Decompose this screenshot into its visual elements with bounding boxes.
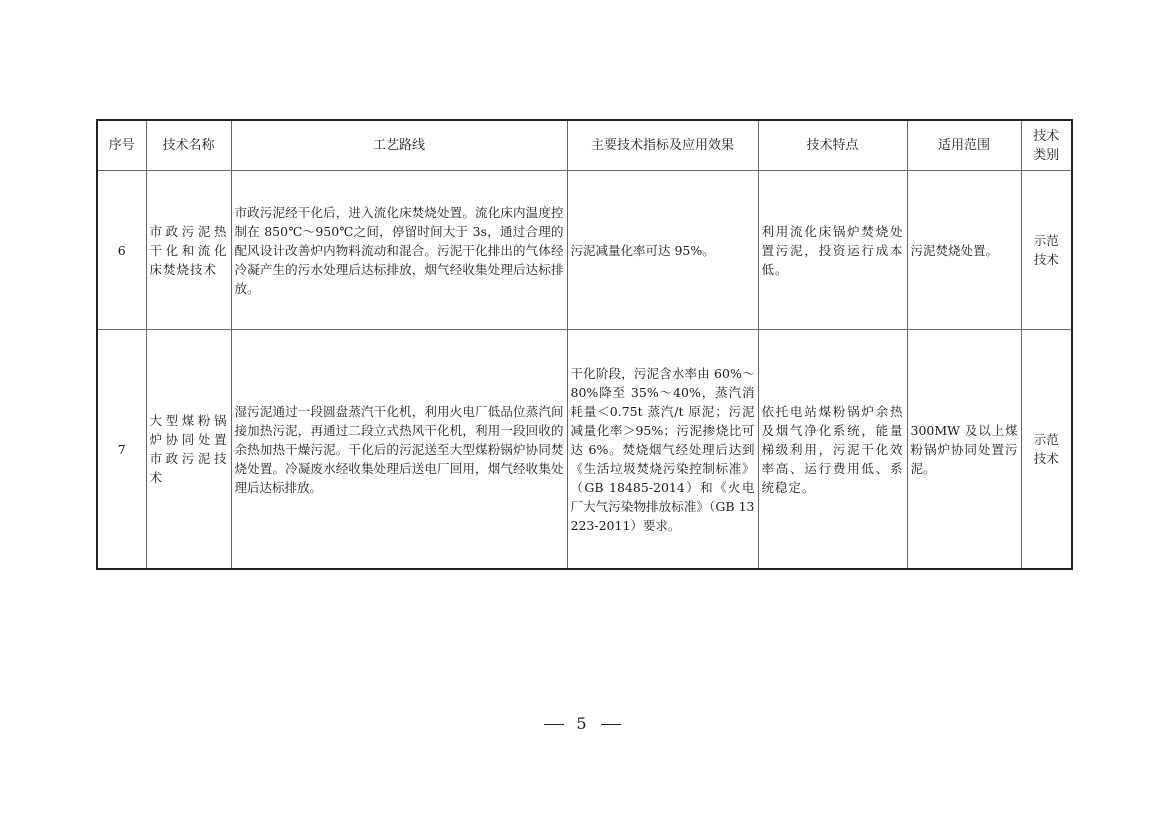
page-number: 5 <box>576 714 589 733</box>
row-category: 示范技术 <box>1021 171 1072 330</box>
row-index: 7 <box>97 330 146 570</box>
row-index: 6 <box>97 171 146 330</box>
row-scope: 300MW 及以上煤粉锅炉协同处置污泥。 <box>907 330 1021 570</box>
row-tech-name: 市政污泥热干化和流化床焚烧技术 <box>146 171 231 330</box>
table-row <box>97 330 1072 570</box>
row-tech-name: 大型煤粉锅炉协同处置市政污泥技术 <box>146 330 231 570</box>
row-indicators: 干化阶段，污泥含水率由 60%～80%降至 35%～40%，蒸汽消耗量＜0.75t 蒸汽/t 原泥；污泥减量化率＞95%；污泥掺烧比可达 6%。焚烧烟气经处理后达到《生活垃圾焚烧污染控制标准》（GB 18485-2014）和《火电厂大气污染物排放标准》（GB 13223-2011）要求。 <box>567 330 758 570</box>
header-name: 技术名称 <box>146 120 231 171</box>
row-features: 利用流化床锅炉焚烧处置污泥，投资运行成本低。 <box>758 171 907 330</box>
row-process: 湿污泥通过一段圆盘蒸汽干化机，利用火电厂低品位蒸汽间接加热污泥，再通过二段立式热风干化机，利用一段回收的余热加热干燥污泥。干化后的污泥送至大型煤粉锅炉协同焚烧处置。冷凝废水经收集处理后送电厂回用，烟气经收集处理后达标排放。 <box>231 330 567 570</box>
row-features: 依托电站煤粉锅炉余热及烟气净化系统，能量梯级利用，污泥干化效率高、运行费用低、系统稳定。 <box>758 330 907 570</box>
page-footer <box>0 714 1165 733</box>
row-process: 市政污泥经干化后，进入流化床焚烧处置。流化床内温度控制在 850℃～950℃之间，停留时间大于 3s，通过合理的配风设计改善炉内物料流动和混合。污泥干化排出的气体经冷凝产生的污水处理后达标排放，烟气经收集处理后达标排放。 <box>231 171 567 330</box>
table-header-row <box>97 120 1072 171</box>
technology-table <box>96 119 1073 570</box>
header-indicators: 主要技术指标及应用效果 <box>567 120 758 171</box>
header-process: 工艺路线 <box>231 120 567 171</box>
dash-left <box>544 724 564 725</box>
header-category: 技术类别 <box>1021 120 1072 171</box>
header-scope: 适用范围 <box>907 120 1021 171</box>
header-features: 技术特点 <box>758 120 907 171</box>
table-row <box>97 171 1072 330</box>
header-index: 序号 <box>97 120 146 171</box>
row-scope: 污泥焚烧处置。 <box>907 171 1021 330</box>
dash-right <box>601 724 621 725</box>
row-indicators: 污泥减量化率可达 95%。 <box>567 171 758 330</box>
row-category: 示范技术 <box>1021 330 1072 570</box>
